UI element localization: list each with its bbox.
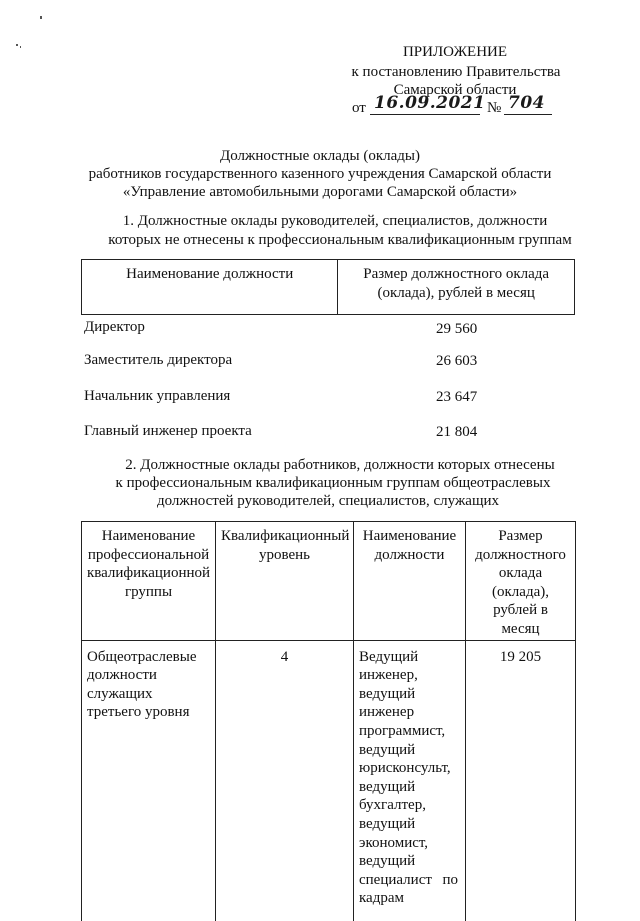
section2-title-line3: должностей руководителей, специалистов, служащих — [156, 493, 500, 509]
scan-speck — [40, 16, 42, 19]
date-underline — [370, 114, 480, 115]
row-salary: 21 804 — [436, 424, 478, 440]
from-label: от — [352, 100, 366, 116]
row-group: Общеотраслевые должности служащих третьего уровня — [87, 648, 197, 721]
header-position: Наименование должности — [362, 528, 457, 563]
header-level-cell — [216, 522, 354, 641]
number-label: № — [487, 100, 502, 116]
heading-line2: работников государственного казенного учреждения Самарской области — [88, 166, 552, 182]
header-salary-line1: Размер должностного оклада — [363, 266, 550, 282]
appendix-title: ПРИЛОЖЕНИЕ — [402, 44, 508, 60]
row-level: 4 — [280, 648, 289, 665]
position-cell — [354, 640, 466, 921]
header-salary: Размер должностного оклада (оклада), рублей в месяц — [475, 528, 566, 637]
row-position: Начальник управления — [84, 388, 231, 404]
handwritten-number: 704 — [508, 93, 545, 113]
handwritten-date: 16.09.2021 — [374, 93, 486, 113]
row-salary: 23 647 — [436, 389, 478, 405]
header-level: Квалификационный уровень — [221, 528, 350, 563]
row-salary: 19 205 — [499, 648, 542, 665]
salary-cell — [466, 640, 576, 921]
scan-speck — [20, 46, 21, 48]
section2-table — [81, 521, 576, 921]
row-position: Главный инженер проекта — [84, 423, 252, 439]
heading-line3: «Управление автомобильными дорогами Самарской области» — [122, 184, 518, 200]
row-position: Директор — [84, 319, 145, 335]
header-position-cell — [82, 260, 338, 315]
heading-line1: Должностные оклады (оклады) — [219, 148, 421, 164]
header-position: Наименование должности — [126, 266, 294, 282]
row-salary: 26 603 — [436, 353, 478, 369]
section1-header-table — [81, 259, 575, 315]
scan-speck — [16, 44, 18, 46]
group-cell — [82, 640, 216, 921]
header-group: Наименование профессиональной квалификационной группы — [86, 528, 211, 600]
number-underline — [504, 114, 552, 115]
row-salary: 29 560 — [436, 321, 478, 337]
section2-title-line2: к профессиональным квалификационным группам общеотраслевых — [115, 475, 551, 491]
header-salary-cell — [466, 522, 576, 641]
appendix-line1: к постановлению Правительства — [351, 64, 561, 80]
header-salary-cell — [338, 260, 575, 315]
row-position: Заместитель директора — [84, 352, 233, 368]
header-salary-line2: (оклада), рублей в месяц — [377, 284, 535, 301]
row-position: Ведущий инженер, ведущий инженер программист, ведущий юрисконсульт, ведущий бухгалтер, ведущий экономист, ведущий специалист по кадрам — [359, 648, 458, 907]
appendix-line2: Самарской области — [393, 82, 517, 98]
section1-title-line2: которых не отнесены к профессиональным квалификационным группам — [108, 232, 572, 248]
header-group-cell — [82, 522, 216, 641]
section2-title-line1: 2. Должностные оклады работников, должности которых отнесены — [125, 457, 555, 473]
level-cell — [216, 640, 354, 921]
section1-title-line1: 1. Должностные оклады руководителей, специалистов, должности — [122, 213, 548, 229]
header-position-cell — [354, 522, 466, 641]
